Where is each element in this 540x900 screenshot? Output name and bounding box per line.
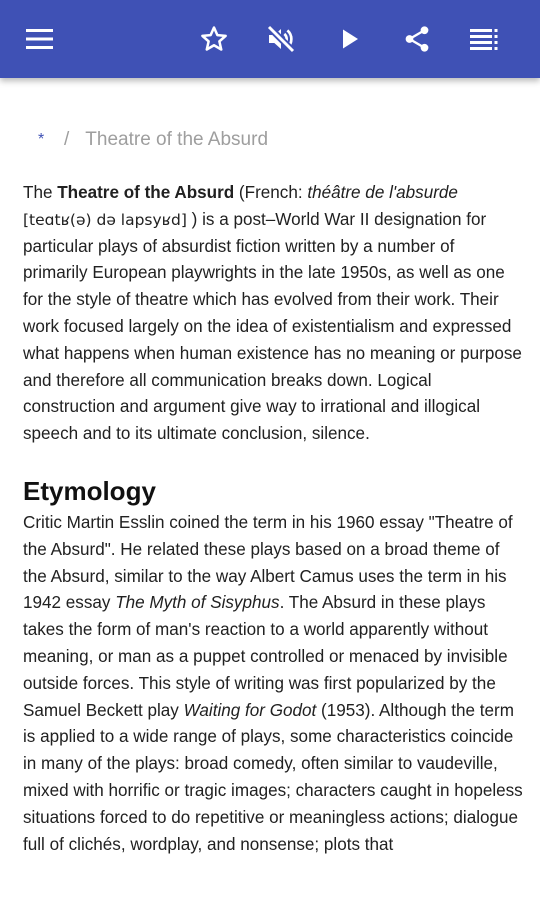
article-body — [23, 180, 523, 858]
intro-text-1: The — [23, 183, 58, 202]
menu-icon — [26, 28, 54, 50]
etymology-italic-1: The Myth of Sisyphus — [115, 593, 280, 613]
menu-button[interactable] — [20, 19, 60, 59]
intro-text-3: ) is a post–World War II designation for particular plays of absurdist fiction written by a number of primarily European playwrights in the late 1950s, as well as one for the style of theatre which has evolved from their work. Their work focused largely on the idea of existentialism and expressed what happens when human existence has no meaning or purpose and therefore all communication breaks down. Logical construction and argument give way to irrational and illogical speech and to its ultimate conclusion, silence. — [23, 209, 522, 444]
intro-title-bold: Theatre of the Absurd — [57, 183, 235, 202]
app-bar — [0, 0, 540, 78]
breadcrumb-current: Theatre of the Absurd — [85, 129, 269, 150]
share-button[interactable] — [397, 19, 437, 59]
breadcrumb — [38, 128, 268, 152]
etymology-text-1: Critic Martin Esslin coined the term in his 1960 essay "Theatre of the Absurd". He related these plays based on a broad theme of the Absurd, similar to the way Albert Camus uses the term in his 1942 essay — [23, 512, 513, 613]
breadcrumb-separator: / — [64, 129, 70, 150]
intro-paragraph — [23, 180, 523, 448]
volume-off-icon — [265, 23, 297, 55]
list-icon — [470, 28, 498, 50]
share-icon — [402, 24, 432, 54]
play-icon — [339, 27, 361, 51]
play-button[interactable] — [330, 19, 370, 59]
etymology-text-2: . The Absurd in these plays takes the form of man's reaction to a world apparently without meaning, or man as a puppet controlled or menaced by invisible outside forces. This style of writing was first popularized by the Samuel Beckett play — [23, 593, 508, 720]
favorite-button[interactable] — [194, 19, 234, 59]
intro-ipa: [teɑtʁ(ə) də lapsyʁd] — [23, 210, 187, 229]
etymology-heading: Etymology — [23, 475, 156, 506]
contents-button[interactable] — [464, 19, 504, 59]
breadcrumb-home-link[interactable]: * — [38, 131, 45, 148]
etymology-italic-2: Waiting for Godot — [183, 700, 317, 720]
article-content[interactable] — [0, 78, 540, 900]
intro-french-italic: théâtre de l'absurde — [307, 183, 458, 202]
etymology-paragraph — [23, 510, 523, 858]
star-icon — [199, 24, 229, 54]
etymology-text-3: (1953). Although the term is applied to a wide range of plays, some characteristics coincide in many of the plays: broad comedy, often similar to vaudeville, mixed with horrific or tragic images; characters caught in hopeless situations forced to do repetitive or meaningless actions; dialogue full of clichés, wordplay, and nonsense; plots that — [23, 700, 523, 854]
intro-text-2: (French: — [234, 183, 308, 202]
mute-button[interactable] — [261, 19, 301, 59]
